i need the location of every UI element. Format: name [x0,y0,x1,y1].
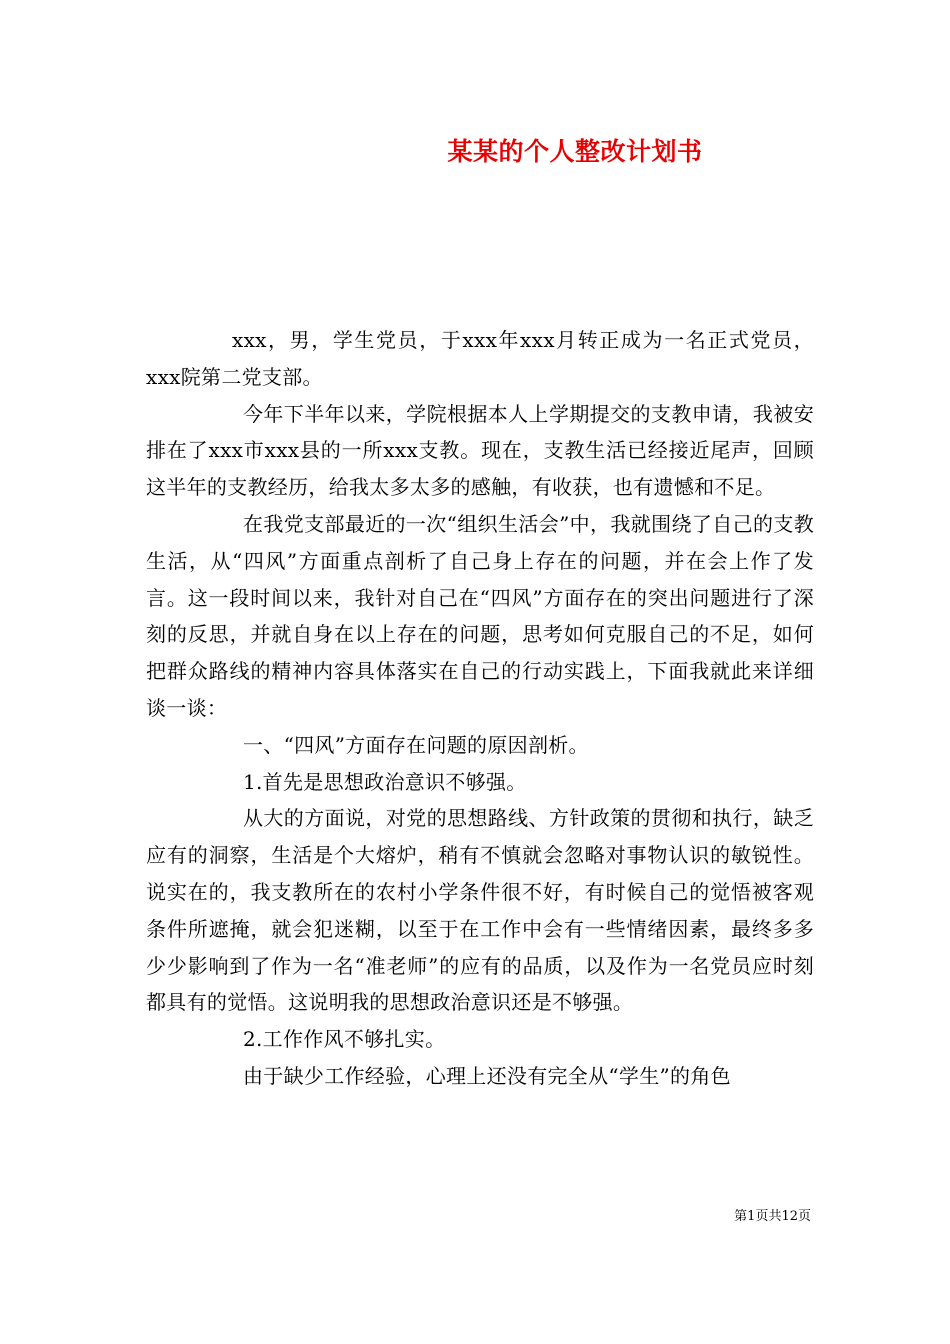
paragraph-analysis-1: 从大的方面说，对党的思想路线、方针政策的贯彻和执行，缺乏应有的洞察，生活是个大熔炉，稍有不慎就会忽略对事物认识的敏锐性。说实在的，我支教所在的农村小学条件很不好，有时候自己的觉悟被客观条件所遮掩，就会犯迷糊，以至于在工作中会有一些情绪因素，最终多多少少影响到了作为一名“准老师”的应有的品质，以及作为一名党员应时刻都具有的觉悟。这说明我的思想政治意识还是不够强。 [146,806,814,1015]
paragraph-assignment: 今年下半年以来，学院根据本人上学期提交的支教申请，我被安排在了xxx市xxx县的一所xxx支教。现在，支教生活已经接近尾声，回顾这半年的支教经历，给我太多太多的感触，有收获，也有遗憾和不足。 [146,401,814,500]
section-heading-1: 一、“四风”方面存在问题的原因剖析。 [243,732,589,757]
subheading-1: 1.首先是思想政治意识不够强。 [243,769,527,794]
paragraph-reflection: 在我党支部最近的一次“组织生活会”中，我就围绕了自己的支教生活，从“四风”方面重点剖析了自己身上存在的问题，并在会上作了发言。这一段时间以来，我针对自己在“四风”方面存在的突出问题进行了深刻的反思，并就自身在以上存在的问题，思考如何克服自己的不足，如何把群众路线的精神内容具体落实在自己的行动实践上，下面我就此来详细谈一谈： [146,511,814,720]
subheading-2: 2.工作作风不够扎实。 [243,1027,446,1052]
document-title: 某某的个人整改计划书 [447,137,703,166]
page-number: 第1页共12页 [734,1209,811,1224]
paragraph-analysis-2: 由于缺少工作经验，心理上还没有完全从“学生”的角色 [243,1063,731,1088]
document-body [146,322,814,1095]
paragraph-intro: xxx，男，学生党员，于xxx年xxx月转正成为一名正式党员，xxx院第二党支部。 [146,328,814,389]
